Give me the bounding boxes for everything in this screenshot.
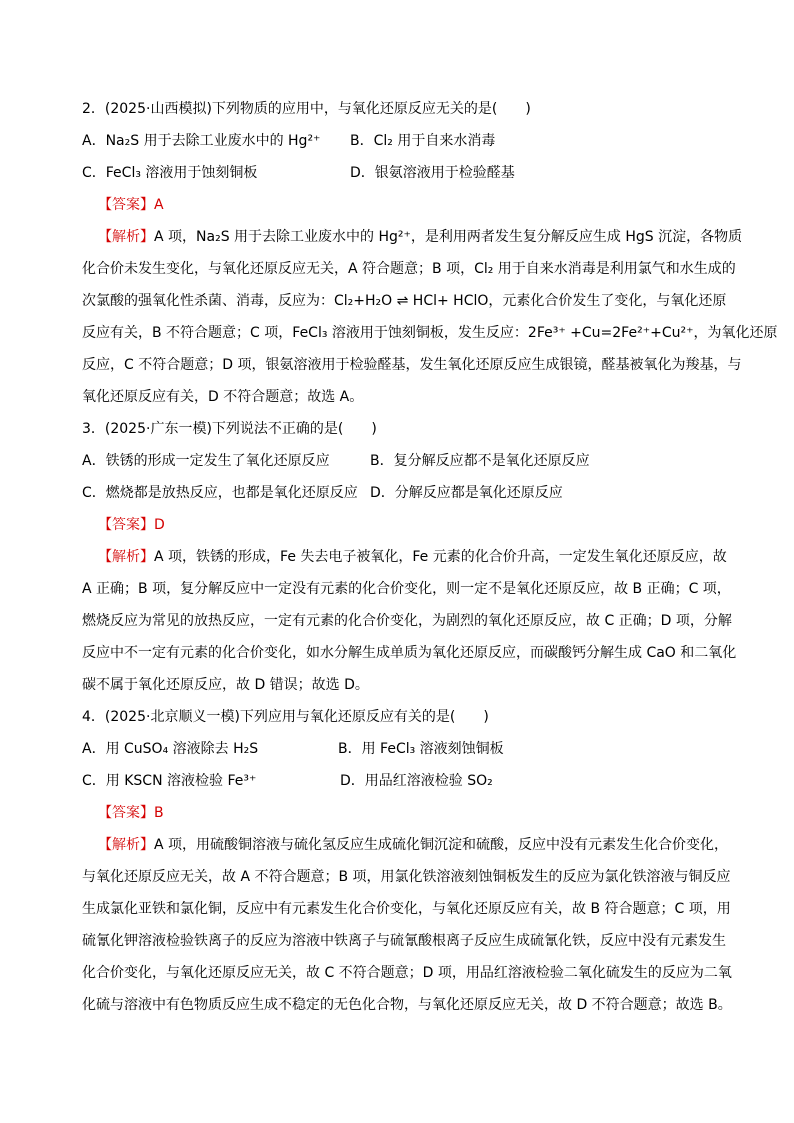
analysis-text: A 项，Na₂S 用于去除工业废水中的 Hg²⁺，是利用两者发生复分解反应生成 HgS 沉淀，各物质 <box>154 229 743 245</box>
option-row <box>82 771 722 803</box>
analysis-line: A 正确；B 项，复分解反应中一定没有元素的化合价变化，则一定不是氧化还原反应，故 B 正确；C 项， <box>82 581 731 597</box>
question-stem: 2．(2025·山西模拟)下列物质的应用中，与氧化还原反应无关的是( ) <box>82 101 531 117</box>
analysis-label: 【解析】 <box>98 229 154 245</box>
option-row <box>82 451 722 483</box>
option-b: B．复分解反应都不是氧化还原反应 <box>370 453 590 469</box>
answer-label: 【答案】 <box>98 197 154 213</box>
option-row <box>82 131 722 163</box>
option-b: B．Cl₂ 用于自来水消毒 <box>350 133 496 149</box>
analysis-line: 化合价变化，与氧化还原反应无关，故 C 不符合题意；D 项，用品红溶液检验二氧化硫发生的反应为二氧 <box>82 965 732 981</box>
answer-value: B <box>154 805 164 821</box>
option-d: D．分解反应都是氧化还原反应 <box>370 485 563 501</box>
analysis-text: A 项，铁锈的形成，Fe 失去电子被氧化，Fe 元素的化合价升高，一定发生氧化还原反应，故 <box>154 549 727 565</box>
option-b: B．用 FeCl₃ 溶液刻蚀铜板 <box>338 741 504 757</box>
option-a: A．用 CuSO₄ 溶液除去 H₂S <box>82 741 259 757</box>
analysis-label: 【解析】 <box>98 549 154 565</box>
analysis-line: 反应有关，B 不符合题意；C 项，FeCl₃ 溶液用于蚀刻铜板，发生反应：2Fe³⁺ +Cu=2Fe²⁺+Cu²⁺，为氧化还原 <box>82 325 778 341</box>
analysis-line: 化合价未发生变化，与氧化还原反应无关，A 符合题意；B 项，Cl₂ 用于自来水消毒是利用氯气和水生成的 <box>82 261 736 277</box>
analysis-line: 碳不属于氧化还原反应，故 D 错误；故选 D。 <box>82 677 369 693</box>
analysis-line: 氧化还原反应有关，D 不符合题意；故选 A。 <box>82 389 364 405</box>
answer-label: 【答案】 <box>98 805 154 821</box>
answer-row <box>82 515 722 547</box>
analysis-line: 硫氰化钾溶液检验铁离子的反应为溶液中铁离子与硫氰酸根离子反应生成硫氰化铁，反应中没有元素发生 <box>82 933 726 949</box>
option-c: C．FeCl₃ 溶液用于蚀刻铜板 <box>82 165 258 181</box>
option-row <box>82 163 722 195</box>
analysis-line: 燃烧反应为常见的放热反应，一定有元素的化合价变化，为剧烈的氧化还原反应，故 C 正确；D 项，分解 <box>82 613 732 629</box>
answer-row <box>82 195 722 227</box>
option-c: C．燃烧都是放热反应，也都是氧化还原反应 <box>82 485 358 501</box>
option-d: D．银氨溶液用于检验醛基 <box>350 165 515 181</box>
analysis-line: 次氯酸的强氧化性杀菌、消毒，反应为：Cl₂+H₂O ⇌ HCl+ HClO，元素化合价发生了变化，与氧化还原 <box>82 293 727 309</box>
option-a: A．Na₂S 用于去除工业废水中的 Hg²⁺ <box>82 133 321 149</box>
analysis-line: 反应，C 不符合题意；D 项，银氨溶液用于检验醛基，发生氧化还原反应生成银镜，醛基被氧化为羧基，与 <box>82 357 742 373</box>
option-row <box>82 739 722 771</box>
analysis-text: A 项，用硫酸铜溶液与硫化氢反应生成硫化铜沉淀和硫酸，反应中没有元素发生化合价变化， <box>154 837 729 853</box>
analysis-line <box>82 547 727 579</box>
option-c: C．用 KSCN 溶液检验 Fe³⁺ <box>82 773 257 789</box>
analysis-line <box>82 835 729 867</box>
document-content <box>82 99 778 1027</box>
option-d: D．用品红溶液检验 SO₂ <box>340 773 493 789</box>
option-a: A．铁锈的形成一定发生了氧化还原反应 <box>82 453 330 469</box>
option-row <box>82 483 722 515</box>
analysis-line <box>82 227 743 259</box>
answer-label: 【答案】 <box>98 517 154 533</box>
answer-row <box>82 803 722 835</box>
analysis-line: 与氧化还原反应无关，故 A 不符合题意；B 项，用氯化铁溶液刻蚀铜板发生的反应为氯化铁溶液与铜反应 <box>82 869 731 885</box>
question-stem: 4．(2025·北京顺义一模)下列应用与氧化还原反应有关的是( ) <box>82 709 489 725</box>
answer-value: D <box>154 517 165 533</box>
answer-value: A <box>154 197 164 213</box>
analysis-line: 反应中不一定有元素的化合价变化，如水分解生成单质为氧化还原反应，而碳酸钙分解生成 CaO 和二氧化 <box>82 645 737 661</box>
analysis-line: 化硫与溶液中有色物质反应生成不稳定的无色化合物，与氧化还原反应无关，故 D 不符合题意；故选 B。 <box>82 997 732 1013</box>
analysis-line: 生成氯化亚铁和氯化铜，反应中有元素发生化合价变化，与氧化还原反应有关，故 B 符合题意；C 项，用 <box>82 901 731 917</box>
analysis-label: 【解析】 <box>98 837 154 853</box>
question-stem: 3．(2025·广东一模)下列说法不正确的是( ) <box>82 421 377 437</box>
